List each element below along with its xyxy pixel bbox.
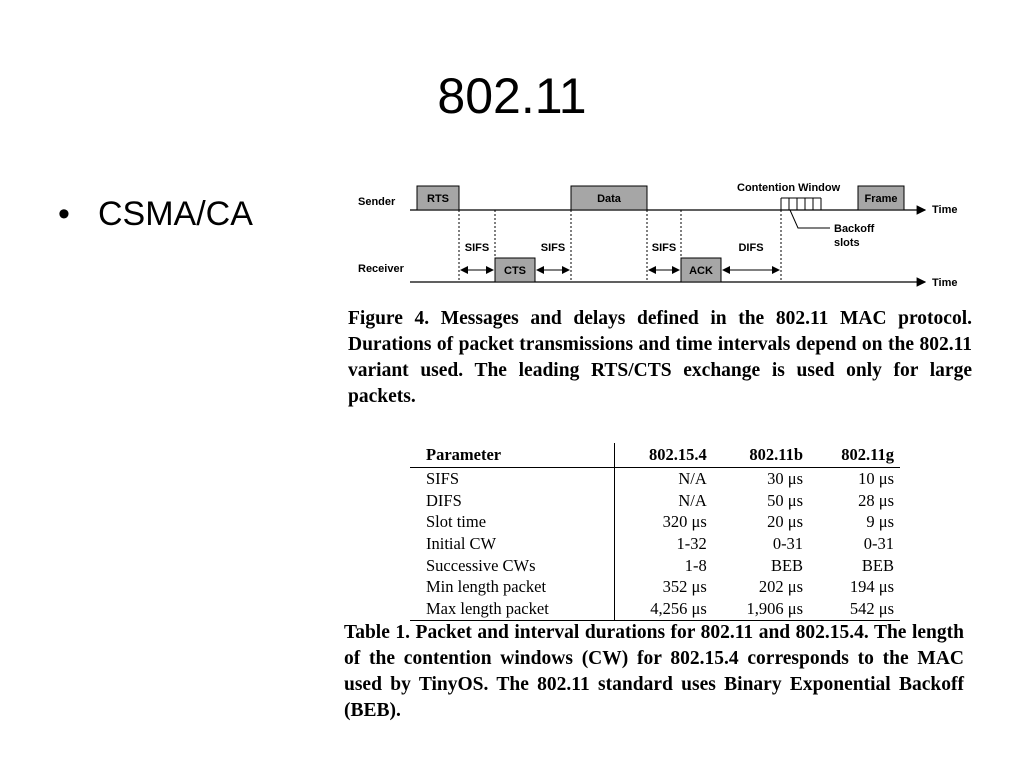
table-cell: 1-8: [614, 555, 713, 577]
table-cell: 20 μs: [767, 512, 804, 532]
slide-title: 802.11: [437, 68, 587, 124]
bullet-text: CSMA/CA: [98, 195, 253, 233]
table-cell: 50 μs: [767, 490, 804, 510]
ack-label: ACK: [689, 265, 713, 277]
difs-label: DIFS: [738, 242, 764, 254]
contention-window-label: Contention Window: [737, 182, 841, 194]
table-row: [410, 576, 900, 598]
table-row: [410, 555, 900, 577]
header-802-11g: 802.11g: [809, 443, 900, 468]
table-cell: DIFS: [426, 490, 462, 510]
table-cell: 0-31: [863, 533, 894, 553]
table-row: [410, 533, 900, 555]
table-cell: Slot time: [426, 512, 487, 532]
table-header-row: [410, 443, 900, 468]
table-cell: N/A: [614, 468, 713, 490]
data-label: Data: [597, 193, 621, 205]
frame-label: Frame: [864, 193, 898, 205]
backoff-slots: [781, 198, 821, 210]
backoff-label-line2: slots: [834, 237, 860, 249]
receiver-label: Receiver: [358, 263, 404, 275]
table-cell: N/A: [614, 490, 713, 512]
table-row: [410, 598, 900, 620]
table-cell: 10 μs: [858, 468, 894, 488]
time-label-sender: Time: [932, 204, 958, 216]
table-cell: 28 μs: [858, 490, 894, 510]
header-parameter: Parameter: [410, 443, 614, 468]
sifs-label-1: SIFS: [464, 242, 490, 254]
backoff-pointer: [790, 210, 830, 228]
table-cell: Initial CW: [426, 533, 497, 553]
table-cell: Min length packet: [426, 577, 547, 597]
parameter-table: [410, 443, 900, 621]
table-cell: 9 μs: [866, 512, 894, 532]
table-cell: SIFS: [426, 468, 460, 488]
table-row: [410, 490, 900, 512]
header-802-11b: 802.11b: [713, 443, 809, 468]
time-label-receiver: Time: [932, 277, 958, 289]
table-cell: 0-31: [772, 533, 804, 553]
sender-label: Sender: [358, 196, 396, 208]
table-cell: 4,256 μs: [614, 598, 713, 620]
table-cell: BEB: [861, 555, 894, 575]
table-cell: 30 μs: [767, 468, 804, 488]
header-802-15-4: 802.15.4: [614, 443, 713, 468]
table-cell: 1-32: [614, 533, 713, 555]
table-cell: 320 μs: [614, 511, 713, 533]
bullet-dot-icon: •: [58, 195, 70, 233]
table-cell: Successive CWs: [426, 555, 536, 575]
sifs-label-2: SIFS: [540, 242, 566, 254]
table-caption: Table 1. Packet and interval durations for 802.11 and 802.15.4. The length of the contention windows (CW) for 802.15.4 corresponds to the MAC used by TinyOS. The 802.11 standard uses Binary Exponential Backoff (BEB).: [344, 622, 964, 721]
table-cell: 1,906 μs: [713, 598, 809, 620]
backoff-label-line1: Backoff: [834, 223, 875, 235]
table-cell: 202 μs: [758, 577, 804, 597]
table-row: [410, 468, 900, 490]
table-cell: 352 μs: [614, 576, 713, 598]
table-cell: 194 μs: [849, 577, 894, 597]
table-cell: 542 μs: [809, 598, 900, 620]
sifs-label-3: SIFS: [651, 242, 677, 254]
timing-diagram: [350, 176, 970, 296]
table-cell: BEB: [770, 555, 804, 575]
figure-caption: Figure 4. Messages and delays defined in the 802.11 MAC protocol. Durations of packet transmissions and time intervals depend on the 802.11 variant used. The leading RTS/CTS exchange is used only for large packets.: [348, 308, 972, 407]
bullet-item: [58, 192, 253, 236]
table-cell: Max length packet: [410, 598, 614, 620]
cts-label: CTS: [504, 265, 526, 277]
table-row: [410, 511, 900, 533]
rts-label: RTS: [427, 193, 449, 205]
